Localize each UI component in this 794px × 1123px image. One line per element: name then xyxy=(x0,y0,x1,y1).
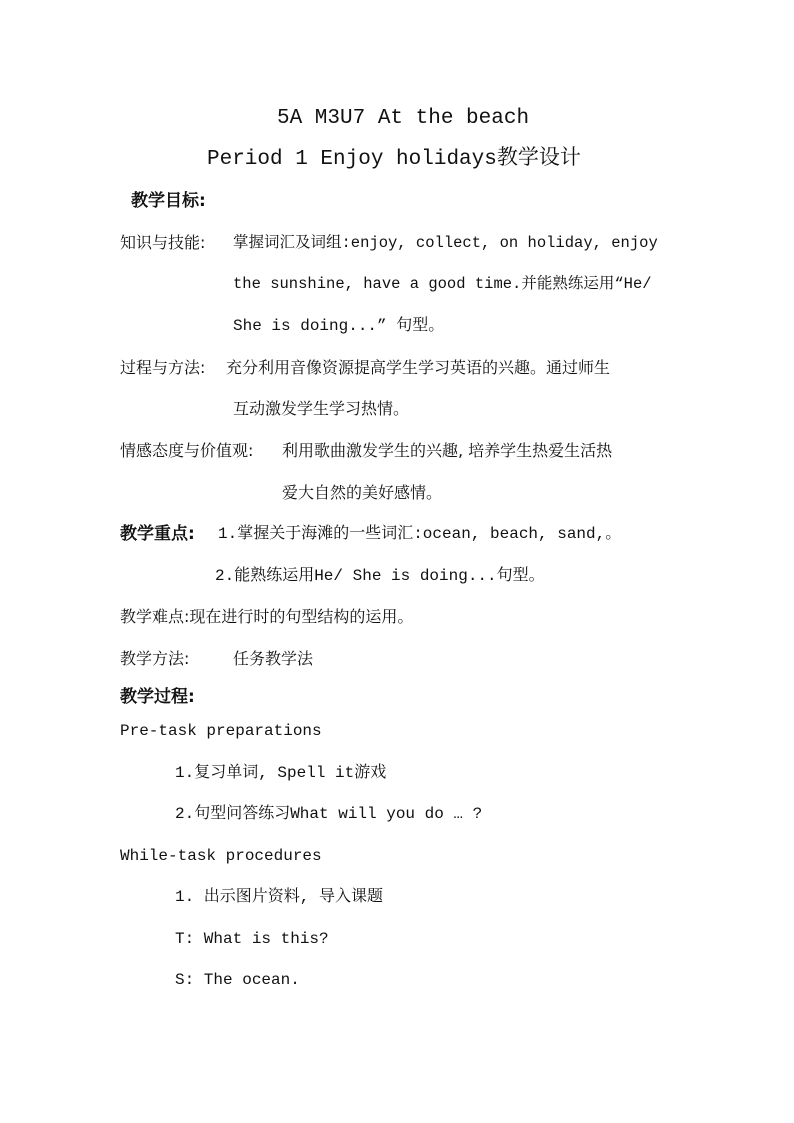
pre-task-heading: Pre-task preparations xyxy=(120,722,322,740)
while-task-item-1: 1. 出示图片资料, 导入课题 xyxy=(175,888,384,906)
key-points-item-1: 1.掌握关于海滩的一些词汇:ocean, beach, sand,。 xyxy=(218,525,622,543)
emotion-label: 情感态度与价值观: xyxy=(120,441,254,460)
emotion-line-2: 爱大自然的美好感情。 xyxy=(282,483,443,502)
knowledge-line-1: 掌握词汇及词组:enjoy, collect, on holiday, enjoy xyxy=(233,234,658,252)
while-task-heading: While-task procedures xyxy=(120,847,322,865)
emotion-line-1: 利用歌曲激发学生的兴趣, 培养学生热爱生活热 xyxy=(282,441,613,460)
key-points-item-2: 2.能熟练运用He/ She is doing...句型。 xyxy=(215,567,545,585)
difficulty-text: 教学难点:现在进行时的句型结构的运用。 xyxy=(120,607,414,626)
knowledge-line-3: She is doing...” 句型。 xyxy=(233,317,445,335)
method-label: 教学方法: xyxy=(120,649,190,668)
method-value: 任务教学法 xyxy=(233,649,314,668)
process-line-2: 互动激发学生学习热情。 xyxy=(233,399,410,418)
pre-task-item-2: 2.句型问答练习What will you do … ? xyxy=(175,805,483,823)
dialog-line-2: S: The ocean. xyxy=(175,971,300,989)
title-line-2: Period 1 Enjoy holidays教学设计 xyxy=(207,148,581,171)
process-label: 过程与方法: xyxy=(120,358,206,377)
key-points-label: 教学重点: xyxy=(120,524,195,544)
title-line-1: 5A M3U7 At the beach xyxy=(277,107,530,130)
knowledge-line-2: the sunshine, have a good time.并能熟练运用“He/ xyxy=(233,275,652,293)
pre-task-item-1: 1.复习单词, Spell it游戏 xyxy=(175,764,387,782)
objectives-heading: 教学目标: xyxy=(131,191,206,211)
process-heading: 教学过程: xyxy=(120,687,195,707)
dialog-line-1: T: What is this? xyxy=(175,930,329,948)
process-line-1: 充分利用音像资源提高学生学习英语的兴趣。通过师生 xyxy=(226,358,611,377)
knowledge-label: 知识与技能: xyxy=(120,233,206,252)
